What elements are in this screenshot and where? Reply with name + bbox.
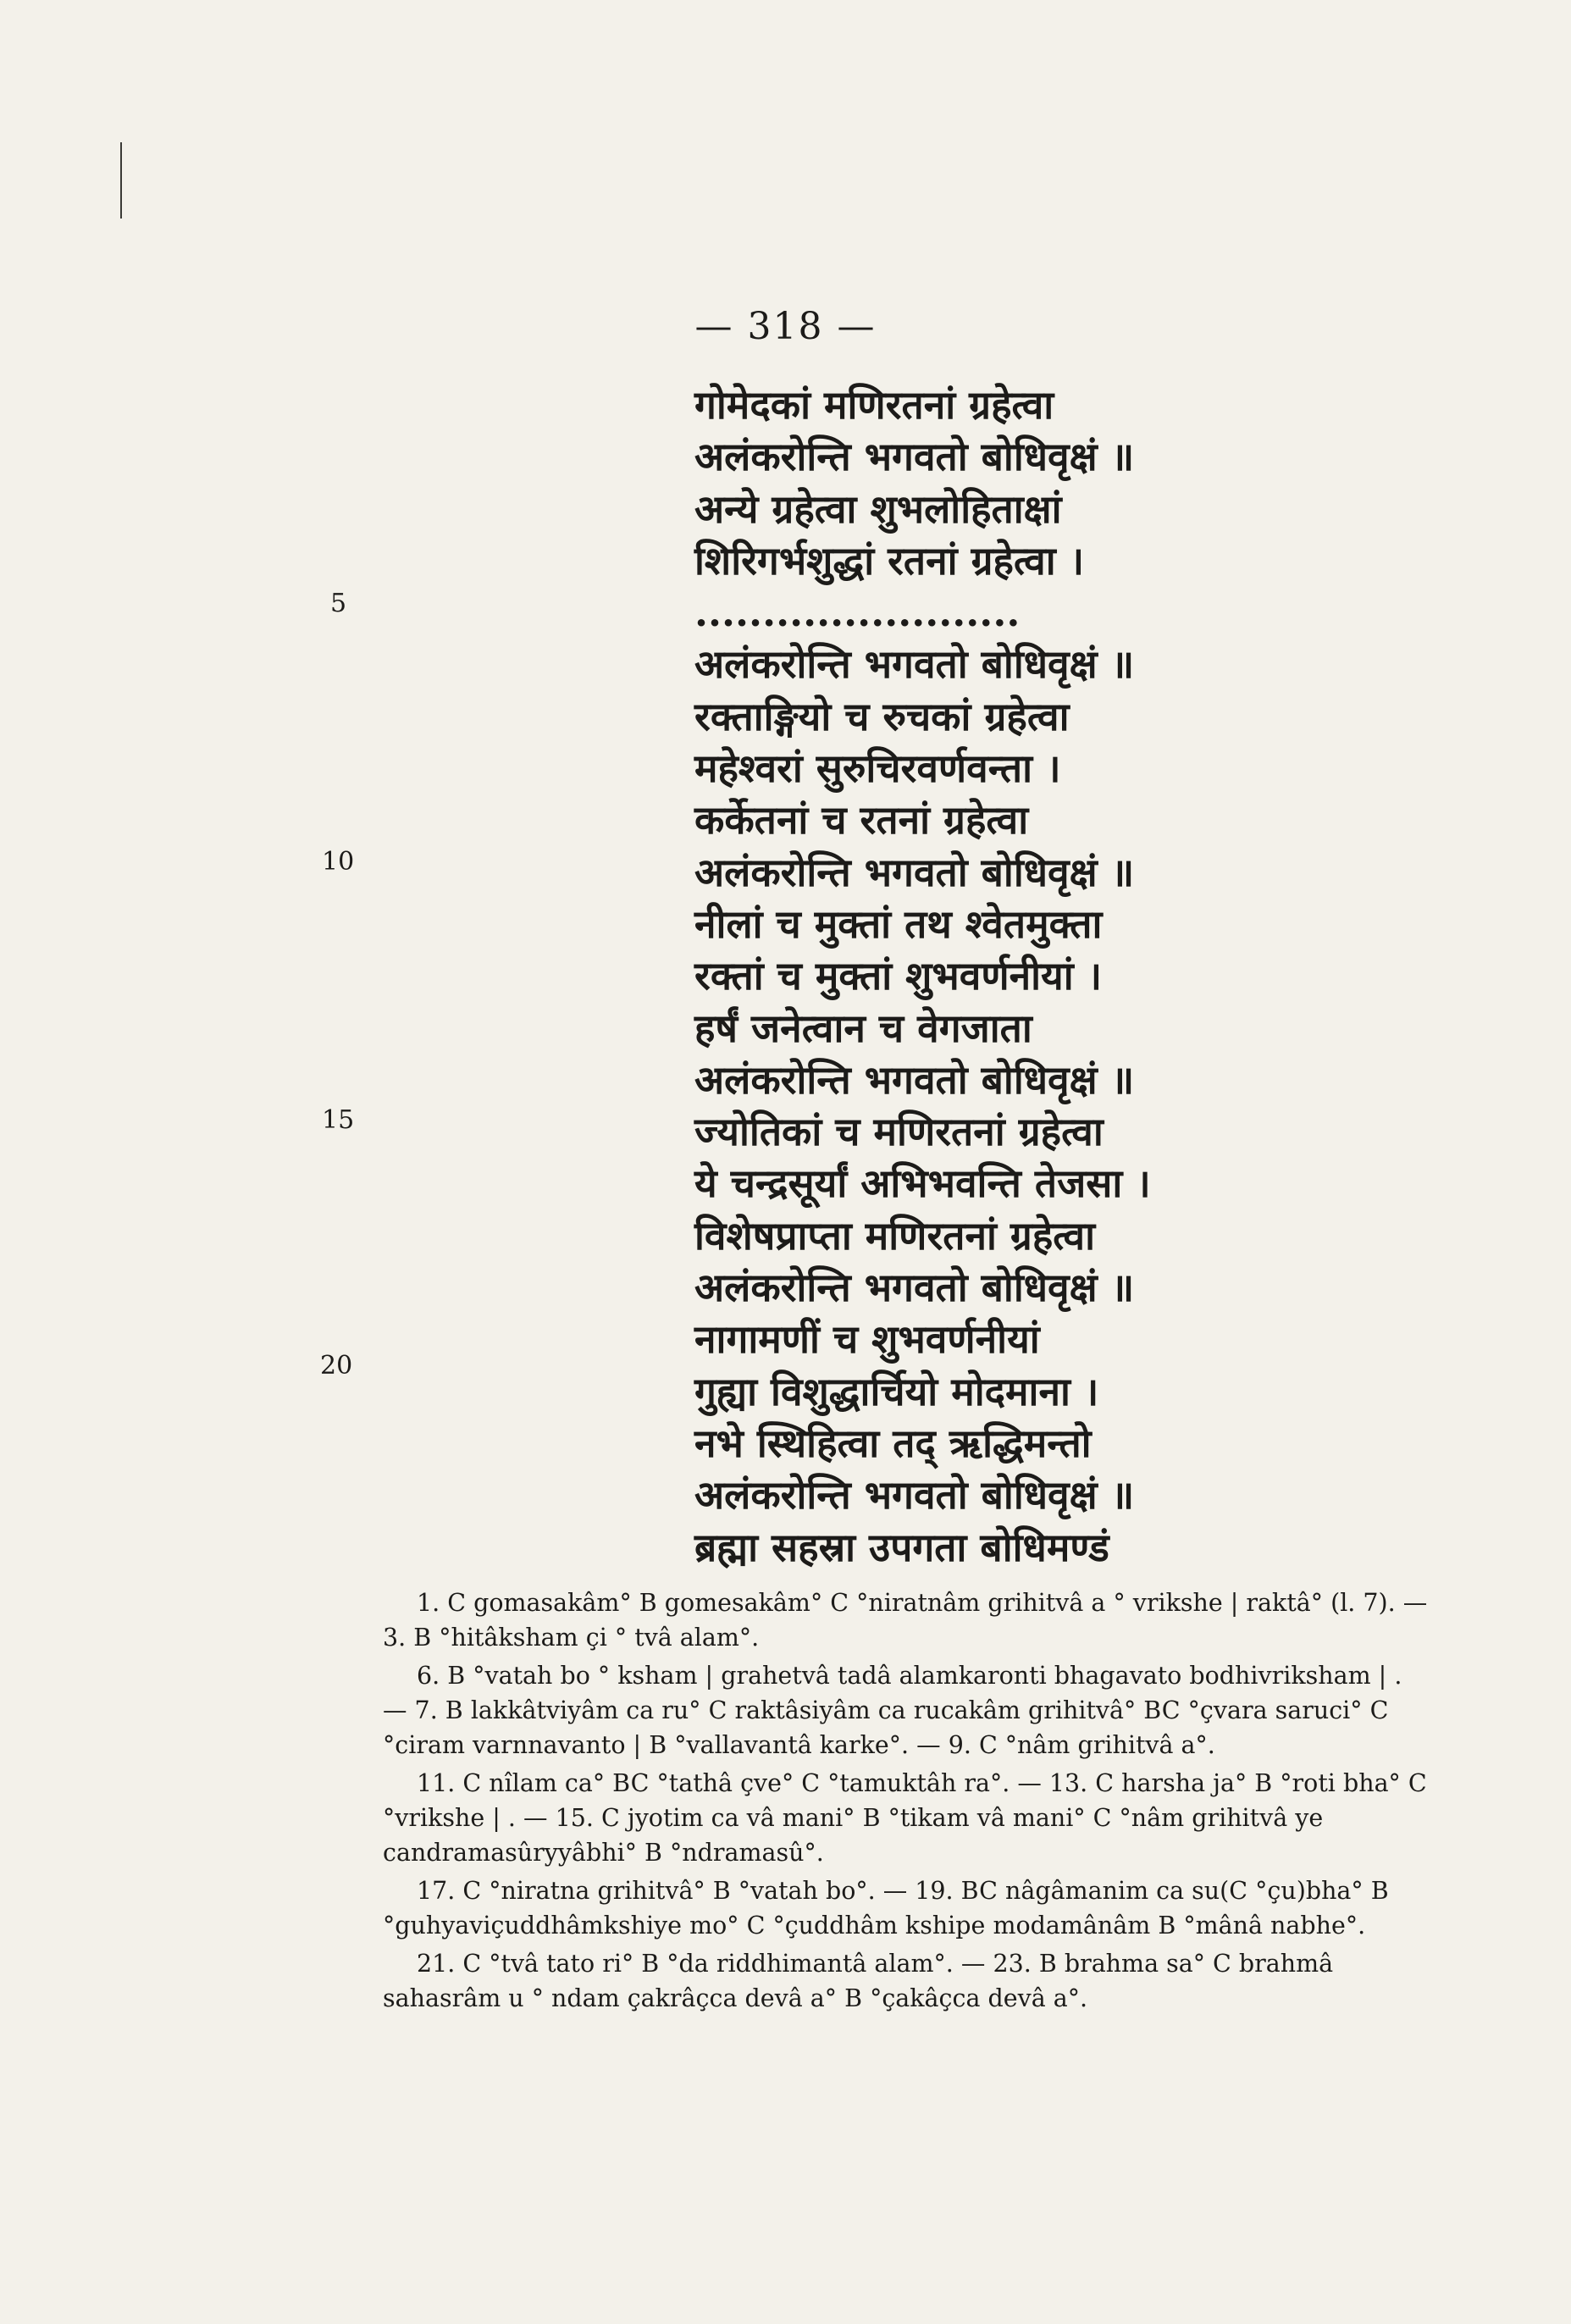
verse-line: विशेषप्राप्ता मणिरतनां ग्रहेत्वा <box>694 1212 1095 1259</box>
verse-line: गोमेदकां मणिरतनां ग्रहेत्वा <box>694 382 1054 428</box>
page-number: — 318 — <box>694 305 877 348</box>
verse-line: शिरिगर्भशुद्धां रतनां ग्रहेत्वा । <box>694 537 1085 584</box>
line-number: 5 <box>330 589 347 618</box>
verse-line: ज्योतिकां च मणिरतनां ग्रहेत्वा <box>694 1109 1104 1155</box>
verse-line-lacuna: ........................ <box>694 589 1021 636</box>
verse-line: अलंकरोन्ति भगवतो बोधिवृक्षं ॥ <box>694 849 1135 895</box>
verse-line: अलंकरोन्ति भगवतो बोधिवृक्षं ॥ <box>694 1264 1135 1311</box>
footnote: 21. C °tvâ tato ri° B °da riddhimantâ alam°. — 23. B brahma sa° C brahmâ sahasrâm u ° ndam çakrâçca devâ a° B °çakâçca devâ a°. <box>383 1950 1334 2012</box>
sanskrit-verse-block <box>694 379 1372 1574</box>
verse-line: महेश्वरां सुरुचिरवर्णवन्ता । <box>694 745 1061 792</box>
footnote: 1. C gomasakâm° B gomesakâm° C °niratnâm grihitvâ a ° vrikshe | raktâ° (l. 7). — 3. B °hitâksham çi ° tvâ alam°. <box>383 1589 1428 1652</box>
critical-apparatus-footnotes <box>383 1585 1429 2019</box>
verse-line: ये चन्द्रसूर्यां अभिभवन्ति तेजसा । <box>694 1160 1151 1207</box>
line-number: 20 <box>320 1351 353 1381</box>
verse-line: नभे स्थिहित्वा तद् ऋद्धिमन्तो <box>694 1419 1092 1466</box>
footnote: 6. B °vatah bo ° ksham | grahetvâ tadâ alamkaronti bhagavato bodhivriksham | . — 7. B lakkâtviyâm ca ru° C raktâsiyâm ca rucakâm grihitvâ° BC °çvara saruci° C °ciram varnnavanto | B °vallavantâ karke°. — 9. C °nâm grihitvâ a°. <box>383 1662 1402 1759</box>
verse-line: अन्ये ग्रहेत्वा शुभलोहिताक्षां <box>694 485 1062 532</box>
line-number: 15 <box>322 1105 355 1135</box>
verse-line: कर्केतनां च रतनां ग्रहेत्वा <box>694 797 1029 844</box>
verse-line: नागामणीं च शुभवर्णनीयां <box>694 1316 1040 1363</box>
line-number: 10 <box>322 847 355 877</box>
verse-line: अलंकरोन्ति भगवतो बोधिवृक्षं ॥ <box>694 1472 1135 1519</box>
verse-line: रक्तां च मुक्तां शुभवर्णनीयां । <box>694 953 1103 999</box>
verse-line: रक्ताङ्गियो च रुचकां ग्रहेत्वा <box>694 693 1070 739</box>
verse-line: गुह्या विशुद्धार्चियो मोदमाना । <box>694 1368 1099 1414</box>
verse-line: अलंकरोन्ति भगवतो बोधिवृक्षं ॥ <box>694 1056 1135 1103</box>
verse-line: अलंकरोन्ति भगवतो बोधिवृक्षं ॥ <box>694 434 1135 480</box>
verse-line: ब्रह्मा सहस्रा उपगता बोधिमण्डं <box>694 1524 1109 1570</box>
footnote: 11. C nîlam ca° BC °tathâ çve° C °tamuktâh ra°. — 13. C harsha ja° B °roti bha° C °vrikshe | . — 15. C jyotim ca vâ mani° B °tikam vâ mani° C °nâm grihitvâ ye candramasûryyâbhi° B °ndramasû°. <box>383 1769 1427 1867</box>
margin-rule <box>120 142 122 219</box>
verse-line: नीलां च मुक्तां तथ श्वेतमुक्ता <box>694 900 1103 947</box>
footnote: 17. C °niratna grihitvâ° B °vatah bo°. — 19. BC nâgâmanim ca su(C °çu)bha° B °guhyaviçuddhâmkshiye mo° C °çuddhâm kshipe modamânâm B °mânâ nabhe°. <box>383 1877 1389 1939</box>
verse-line: हर्षं जनेत्वान च वेगजाता <box>694 1004 1032 1051</box>
verse-line: अलंकरोन्ति भगवतो बोधिवृक्षं ॥ <box>694 641 1135 688</box>
